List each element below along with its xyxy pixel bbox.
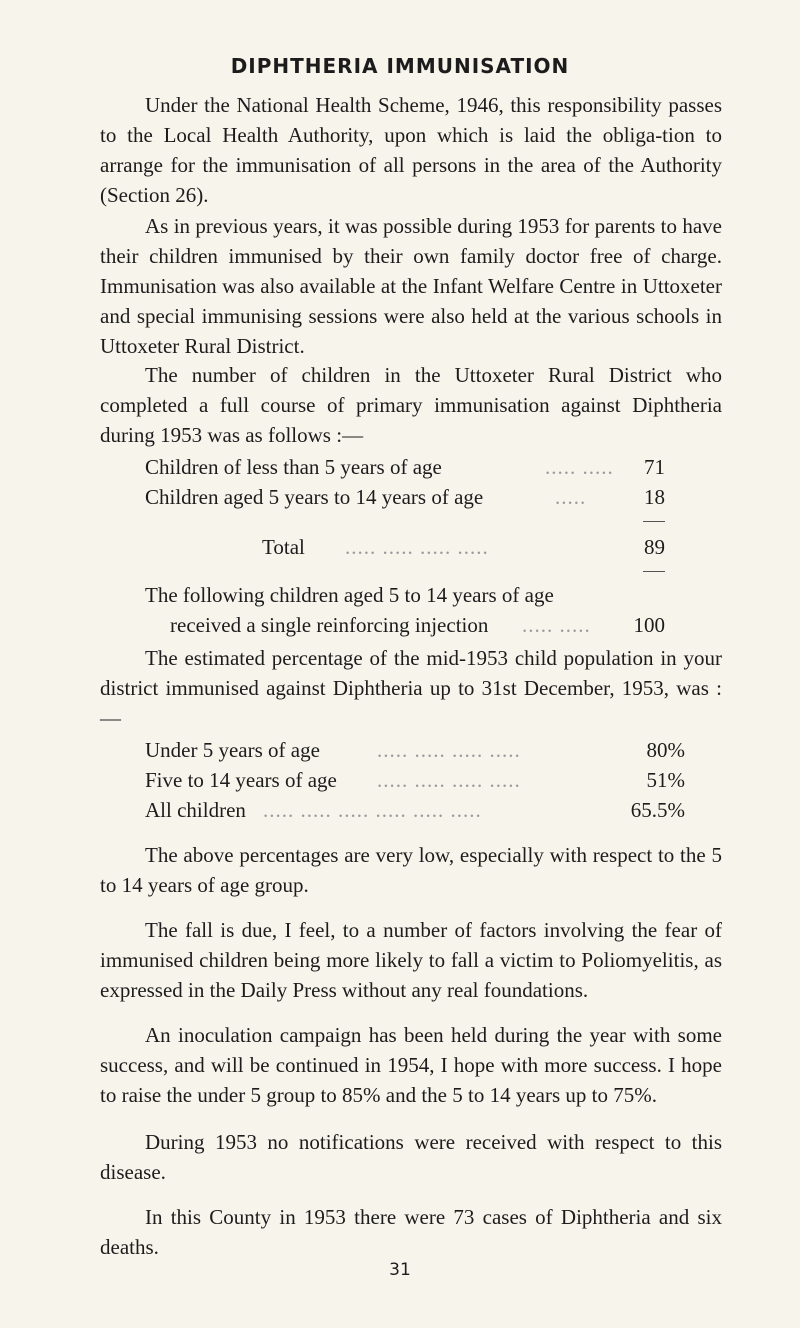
leader-dots: ..... ..... ..... ..... (377, 768, 521, 792)
reinforcing-value: 100 (633, 613, 665, 637)
leader-dots: ..... ..... ..... ..... ..... ..... (263, 798, 482, 822)
page-title: DIPHTHERIA IMMUNISATION (230, 54, 570, 78)
reinforcing-label: received a single reinforcing injection (170, 613, 489, 637)
percent-label-under5: Under 5 years of age (145, 738, 320, 762)
total-rule-bottom (643, 571, 665, 572)
percent-value-all: 65.5% (630, 798, 685, 822)
paragraph-previous-years: As in previous years, it was possible during 1953 for parents to have their children immunised by their own family doctor free of charge. Immunisation was also available at the Infant Welfare Centre in Uttoxeter and special immunising sessions were also held at the various schools in Uttoxeter Rural District. (100, 214, 722, 358)
reinforcing-row (170, 610, 665, 640)
percent-row-5to14 (145, 765, 685, 795)
leader-dots: ..... ..... (522, 613, 591, 637)
paragraph-estimated-percentage: The estimated percentage of the mid-1953 child population in your district immunised against Diphtheria up to 31st December, 1953, was :— (100, 646, 722, 730)
reinforcing-line-1: The following children aged 5 to 14 years of age (145, 583, 554, 607)
leader-dots: ..... (555, 485, 587, 509)
paragraph-county-cases: In this County in 1953 there were 73 cases of Diphtheria and six deaths. (100, 1205, 722, 1259)
percent-value-under5: 80% (646, 738, 685, 762)
leader-dots: ..... ..... (545, 455, 614, 479)
paragraph-responsibility: Under the National Health Scheme, 1946, this responsibility passes to the Local Health Authority, upon which is laid the obliga-tion to arrange for the immunisation of all persons in the area of the Authority (Section 26). (100, 93, 722, 207)
paragraph-fall-reason: The fall is due, I feel, to a number of factors involving the fear of immunised children being more likely to fall a victim to Poliomyelitis, as expressed in the Daily Press without any real foundations. (100, 918, 722, 1002)
percent-label-5to14: Five to 14 years of age (145, 768, 337, 792)
count-label-under5: Children of less than 5 years of age (145, 455, 442, 479)
paragraph-notifications: During 1953 no notifications were received with respect to this disease. (100, 1130, 722, 1184)
paragraph-number-of-children: The number of children in the Uttoxeter Rural District who completed a full course of primary immunisation against Diphtheria during 1953 was as follows :— (100, 363, 722, 447)
paragraph-low-percentages: The above percentages are very low, especially with respect to the 5 to 14 years of age group. (100, 843, 722, 897)
percent-label-all: All children (145, 798, 246, 822)
percent-row-under5 (145, 735, 685, 765)
total-rule-top (643, 521, 665, 522)
count-label-5to14: Children aged 5 years to 14 years of age (145, 485, 484, 509)
page-number: 31 (389, 1260, 411, 1280)
leader-dots: ..... ..... ..... ..... (345, 535, 489, 559)
count-value-5to14: 18 (644, 485, 665, 509)
count-row-under5 (145, 452, 665, 482)
leader-dots: ..... ..... ..... ..... (377, 738, 521, 762)
count-row-5to14 (145, 482, 665, 512)
count-value-under5: 71 (644, 455, 665, 479)
count-label-total: Total (262, 535, 305, 559)
count-value-total: 89 (644, 535, 665, 559)
percent-value-5to14: 51% (646, 768, 685, 792)
paragraph-inoculation-campaign: An inoculation campaign has been held during the year with some success, and will be continued in 1954, I hope with more success. I hope to raise the under 5 group to 85% and the 5 to 14 years up to 75%. (100, 1023, 722, 1107)
count-row-total (262, 532, 665, 562)
percent-row-all (145, 795, 685, 825)
